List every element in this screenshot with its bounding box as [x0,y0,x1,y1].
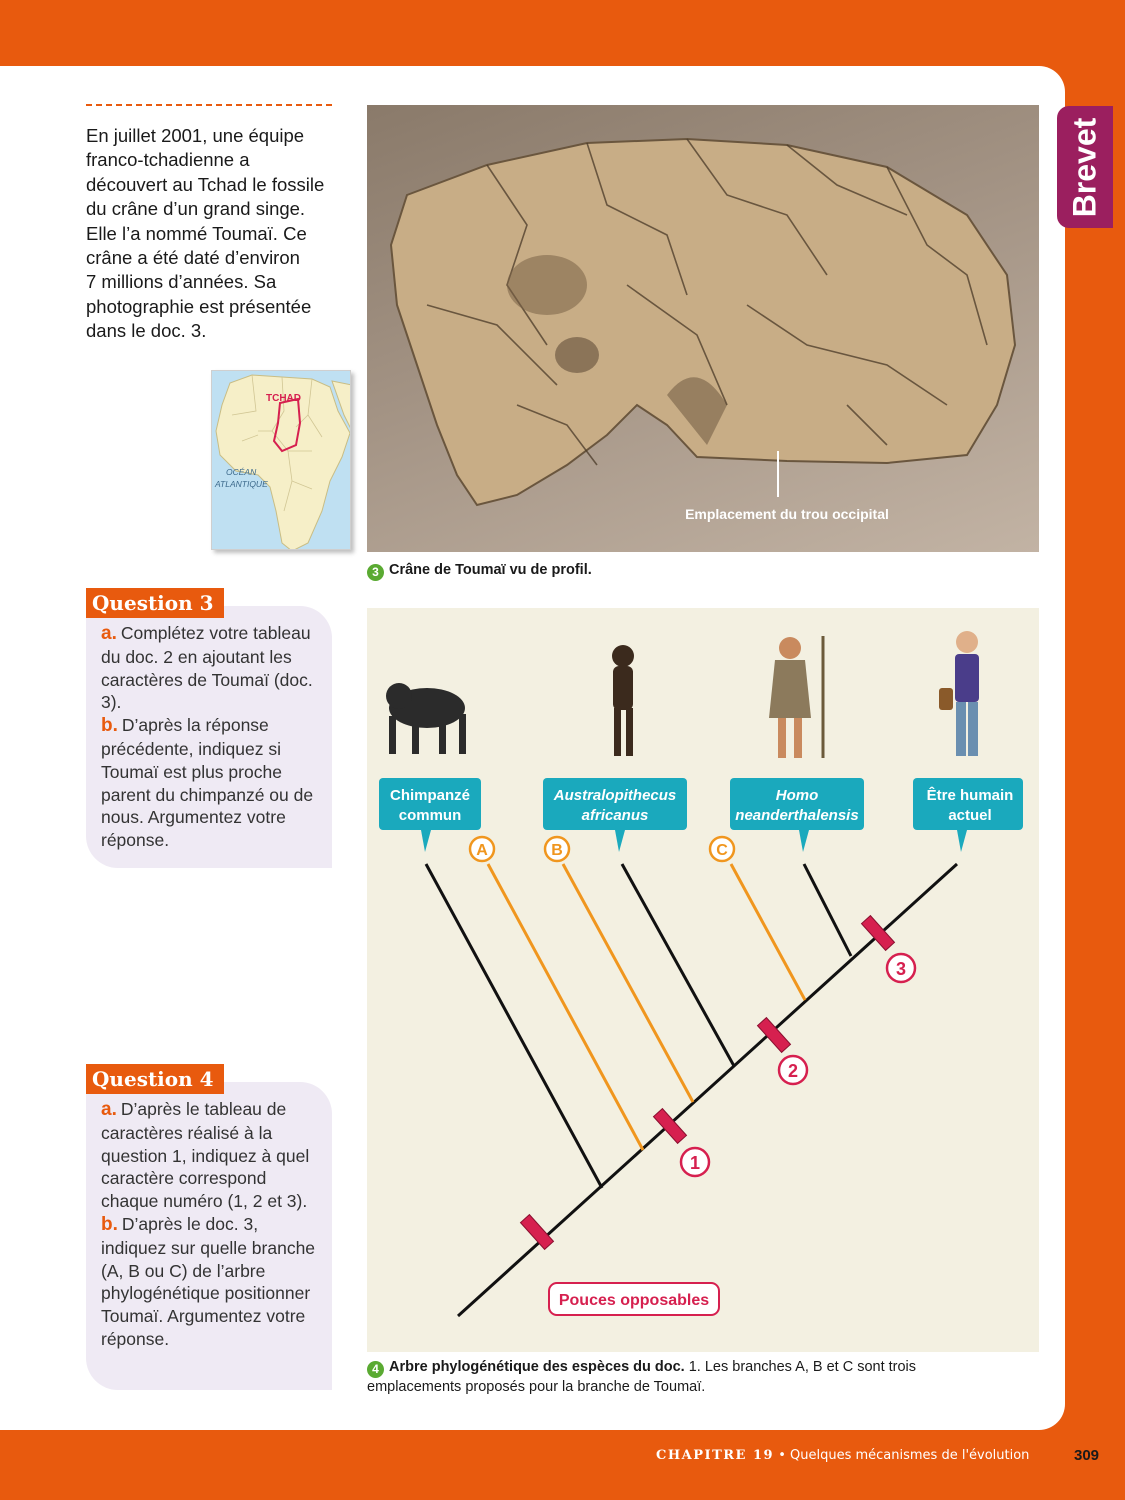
question-4b-letter: b. [101,1213,118,1235]
intro-line: du crâne d’un grand singe. [86,198,306,220]
question-4a [101,1098,320,1213]
question-4a-letter: a. [101,1099,117,1120]
intro-text [86,124,336,344]
intro-line: Elle l’a nommé Toumaï. Ce [86,222,307,244]
question-4b [101,1213,320,1351]
branch-australopithecus [622,864,734,1066]
branch-a-label: A [476,842,488,859]
africa-map [211,370,351,550]
branch-c-label: C [716,842,728,859]
doc4-caption [367,1358,1039,1397]
species-label-human [913,778,1023,852]
question-4-title: Question 4 [86,1064,224,1094]
intro-line: franco-tchadienne a [86,149,250,171]
root-innovation-box [549,1283,719,1315]
species-chimpanzee-line1: Chimpanzé [389,787,471,804]
branch-a-marker [470,837,494,861]
doc4-number-badge: 4 [367,1361,384,1378]
branch-b-marker [545,837,569,861]
branch-b-label: B [551,842,563,859]
question-3a [101,622,320,714]
doc3-caption-text: Crâne de Toumaï vu de profil. [389,562,592,578]
root-innovation-label: Pouces opposables [558,1292,710,1309]
question-4-box [86,1067,332,1390]
human-figure [939,631,979,756]
photo-label-occipital: Emplacement du trou occipital [685,506,889,522]
species-chimpanzee-line2: commun [398,807,462,824]
map-label-tchad: TCHAD [266,393,301,404]
branch-b [563,864,693,1102]
question-3-title: Question 3 [86,588,224,618]
australopithecus-figure [612,645,634,756]
species-label-chimpanzee [379,778,481,852]
intro-line: crâne a été daté d’environ [86,247,300,269]
question-4a-text: D’après le tableau de caractères réalisé à la question 1, indiquez à quel caractère correspond chaque numéro (1, 2 et 3). [101,1099,310,1212]
question-3b [101,714,320,852]
species-human-line1: Être humain [926,787,1014,804]
species-australopithecus-line1: Australopithecus [553,787,677,804]
intro-line: photographie est présentée [86,295,312,317]
branch-c-marker [710,837,734,861]
branch-a [488,864,643,1150]
question-3a-letter: a. [101,623,117,644]
map-label-ocean: OCÉAN [226,467,257,477]
doc3-caption [367,561,592,581]
species-label-neanderthal [730,778,864,852]
doc4-caption-line2: emplacements proposés pour la branche de Toumaï. [367,1379,706,1395]
intro-divider [86,104,332,106]
doc3-number-badge: 3 [367,564,384,581]
brevet-tab[interactable] [1057,106,1113,228]
innovation-2-marker [779,1056,807,1084]
innovation-tick-2 [757,1018,790,1053]
footer-separator: • [774,1448,791,1463]
question-3b-text: D’après la réponse précédente, indiquez si Toumaï est plus proche parent du chimpanzé ou de nous. Argumentez votre réponse. [101,715,314,851]
question-3-box [86,591,332,868]
doc4-caption-bold: Arbre phylogénétique des espèces du doc. [389,1359,685,1375]
footer-chapter-title: Quelques mécanismes de l'évolution [790,1448,1030,1463]
innovation-2-label: 2 [787,1061,799,1081]
species-australopithecus-line2: africanus [581,807,649,824]
footer-chapter: CHAPITRE 19 [656,1448,775,1463]
species-human-line2: actuel [948,807,992,824]
innovation-1-label: 1 [689,1153,701,1173]
intro-line: En juillet 2001, une équipe [86,125,305,146]
branch-neanderthal [804,864,851,956]
innovation-1-marker [681,1148,709,1176]
neanderthal-figure [769,636,823,758]
page-number: 309 [1074,1447,1100,1464]
species-neanderthal-line2: neanderthalensis [735,807,859,824]
phylogenetic-tree [367,608,1039,1352]
question-4b-text: D’après le doc. 3, indiquez sur quelle branche (A, B ou C) de l’arbre phylogénétique positionner Toumaï. Argumentez votre réponse. [101,1213,316,1349]
species-neanderthal-line1: Homo [775,787,819,804]
map-label-atlantique: ATLANTIQUE [215,479,268,489]
intro-line: découvert au Tchad le fossile [86,173,325,195]
doc4-caption-text: 1. Les branches A, B et C sont trois [684,1359,917,1375]
brevet-tab-label: Brevet [1066,117,1103,217]
branch-c [731,864,805,1000]
chimpanzee-figure [386,683,466,754]
innovation-3-label: 3 [895,959,907,979]
question-3a-text: Complétez votre tableau du doc. 2 en ajoutant les caractères de Toumaï (doc. 3). [101,623,313,713]
intro-line: dans le doc. 3. [86,320,207,342]
intro-line: 7 millions d’années. Sa [86,271,277,293]
footer [656,1448,1029,1463]
innovation-3-marker [887,954,915,982]
toumai-skull-photo [367,105,1039,552]
question-3b-letter: b. [101,715,118,737]
